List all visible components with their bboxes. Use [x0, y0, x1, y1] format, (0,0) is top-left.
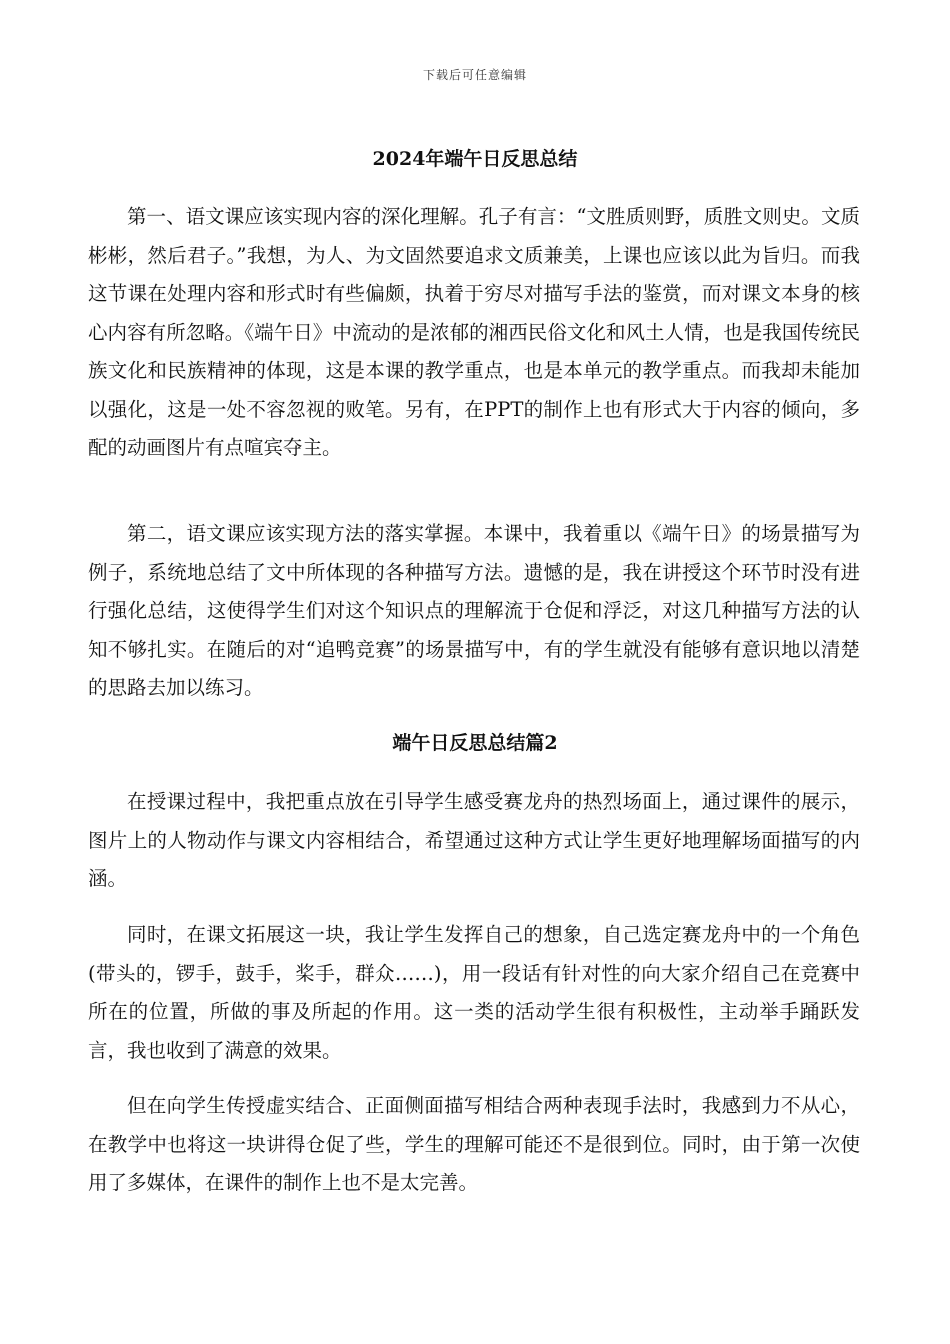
section-2-paragraph-3: 但在向学生传授虚实结合、正面侧面描写相结合两种表现手法时，我感到力不从心，在教学中也将这一块讲得仓促了些，学生的理解可能还不是很到位。同时，由于第一次使用了多媒体，在课件的制作上也不是太完善。 — [88, 1094, 860, 1194]
header-note: 下载后可任意编辑 — [422, 68, 527, 82]
document-title: 2024年端午日反思总结 — [372, 148, 578, 170]
section-2-title: 端午日反思总结篇2 — [392, 732, 558, 754]
paragraph-1: 第一、语文课应该实现内容的深化理解。孔子有言：“文胜质则野，质胜文则史。文质彬彬，然后君子。”我想，为人、为文固然要追求文质兼美，上课也应该以此为旨归。而我这节课在处理内容和形式时有些偏颇，执着于穷尽对描写手法的鉴赏，而对课文本身的核心内容有所忽略。《端午日》中流动的是浓郁的湘西民俗文化和风土人情，也是我国传统民族文化和民族精神的体现，这是本课的教学重点，也是本单元的教学重点。而我却未能加以强化，这是一处不容忽视的败笔。另有，在PPT的制作上也有形式大于内容的倾向，多配的动画图片有点喧宾夺主。 — [88, 205, 860, 459]
paragraph-2: 第二，语文课应该实现方法的落实掌握。本课中，我着重以《端午日》的场景描写为例子，系统地总结了文中所体现的各种描写方法。遗憾的是，我在讲授这个环节时没有进行强化总结，这使得学生们对这个知识点的理解流于仓促和浮泛，对这几种描写方法的认知不够扎实。在随后的对“追鸭竞赛”的场景描写中，有的学生就没有能够有意识地以清楚的思路去加以练习。 — [88, 522, 860, 699]
section-2-paragraph-2: 同时，在课文拓展这一块，我让学生发挥自己的想象，自己选定赛龙舟中的一个角色(带头的，锣手，鼓手，桨手，群众……)，用一段话有针对性的向大家介绍自己在竞赛中所在的位置，所做的事及所起的作用。这一类的活动学生很有积极性，主动举手踊跃发言，我也收到了满意的效果。 — [88, 923, 860, 1062]
section-2-paragraph-1: 在授课过程中，我把重点放在引导学生感受赛龙舟的热烈场面上，通过课件的展示，图片上的人物动作与课文内容相结合，希望通过这种方式让学生更好地理解场面描写的内涵。 — [88, 790, 860, 890]
